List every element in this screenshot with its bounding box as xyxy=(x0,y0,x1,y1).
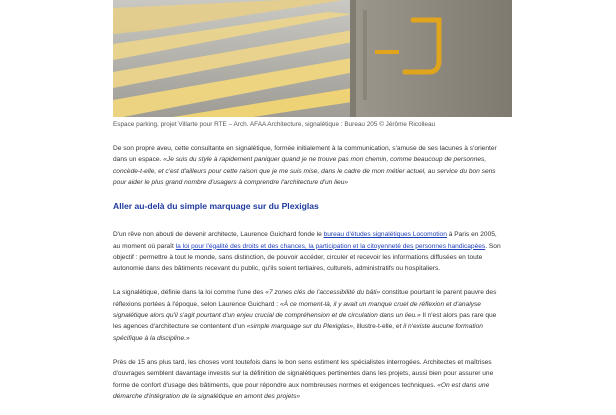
quote-text: «On est dans une démarche d'intégration de la signalétique en amont des projets» xyxy=(113,381,490,400)
paragraph-text: à Paris en 2005, au moment où paraît xyxy=(113,231,497,250)
paragraph-text: , illustre-t-elle, xyxy=(353,323,396,331)
paragraph-text: . Son objectif : permettre à tout le monde, sans distinction, de pouvoir accéder, circuler et recevoir les informations diffusées en toute autonomie dans des bâtiments recevant du public, qu'ils soient tertiaires, culturels, administratifs ou hospitaliers. xyxy=(113,242,501,273)
locomotion-link[interactable]: bureau d'études signalétiques Locomotion xyxy=(323,231,447,239)
paragraph-today xyxy=(113,357,505,403)
parking-photo-graphic xyxy=(113,0,512,117)
quote-text: «7 zones clés de l'accessibilité du bâti» xyxy=(265,289,381,297)
paragraph-text: De son propre aveu, cette consultante en signalétique, formée initialement à la communication, s'amuse de ses lacunes à s'orienter dans un espace. xyxy=(113,145,497,164)
paragraph-intro xyxy=(113,143,505,189)
paragraph-text: Près de 15 ans plus tard, les choses vont toutefois dans le bon sens estiment les spécialistes interrogées. Architectes et maîtrises d'ouvrages semblent davantage investis sur la définition de signalétiques pertinentes dans les projets, aussi bien pour assurer une forme de confort d'usage des bâtiments, que pour répondre aux nombreuses normes et exigences techniques. xyxy=(113,358,494,389)
paragraph-text: constitue pourtant le parent pauvre des réflexions portées à l'époque, selon Laurence Guichard : xyxy=(113,289,497,308)
paragraph-text: La signalétique, définie dans la loi comme l'une des xyxy=(113,289,266,297)
photo-caption: Espace parking, projet Villarte pour RTE – Arch. AFAA Architecture, signalétique : Bureau 205 © Jérôme Ricolleau xyxy=(113,121,436,128)
quote-text: «Je suis du style à rapidement paniquer quand je ne trouve pas mon chemin, comme beaucoup de personnes, concède-t-elle, et c'est d'ailleurs pour cette raison que je me suis mise, dans le cadre de mon métier actuel, au service du bon sens pour aider le plus grand nombre d'usagers à comprendre l'architecture d'un lieu» xyxy=(113,156,496,187)
paragraph-history xyxy=(113,229,505,275)
paragraph-text: D'un rêve non abouti de devenir architecte, Laurence Guichard fonde le xyxy=(113,231,324,239)
article-body xyxy=(113,143,505,415)
section-heading: Aller au-delà du simple marquage sur du Plexiglas xyxy=(113,201,319,212)
quote-text: «À ce moment-là, il y avait un manque cruel de réflexion et d'analyse signalétique alors qu'il s'agit pourtant d'un enjeu crucial de compréhension et de circulation dans un lieu.» xyxy=(113,300,481,320)
law-link[interactable]: la loi pour l'égalité des droits et des chances, la participation et la citoyenneté des personnes handicapées xyxy=(175,242,486,250)
parking-photo xyxy=(113,0,512,117)
paragraph-text: Il n'est alors pas rare que les agences d'architecture se contentent d'un xyxy=(113,312,497,331)
quote-text: et il n'existe aucune formation spécifique à la discipline.» xyxy=(113,323,483,342)
quote-text: «simple marquage sur du Plexiglas» xyxy=(246,323,354,331)
paragraph-law xyxy=(113,287,505,344)
